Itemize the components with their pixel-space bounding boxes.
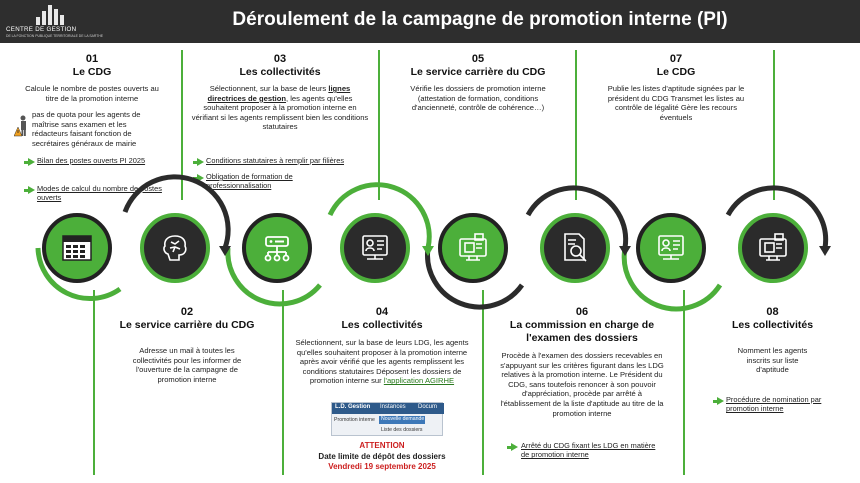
computer-icon: [455, 230, 491, 266]
step-description: Publie les listes d'aptitude signées par le président du CDG Transmet les listes au contrôle de légalité Gère les recours éventuels: [607, 84, 745, 122]
step-description: Procède à l'examen des dossiers recevables en s'appuyant sur les critères figurant dans les LDG relatives à la promotion interne. Le Président du CDG, sans toutefois renoncer à son pouvoir d'appréciation, procède par arrêté à l'établissement de la liste d'aptitude au titre de la promotion interne: [500, 351, 664, 418]
step-01-circle: [42, 213, 112, 283]
logo-subtext: DE LA FONCTION PUBLIQUE TERRITORIALE DE LA SARTHE: [6, 34, 104, 38]
attention-label: ATTENTION: [359, 441, 405, 450]
desc-part: Sélectionnent, sur la base de leurs LDG, les agents qu'elles souhaitent proposer à la promotion interne après avoir vérifié que les agents remplissent les conditions statutaires Déposent les dossiers de promotion interne sur: [295, 338, 469, 386]
agirhe-item: Promotion interne: [334, 417, 375, 423]
step-number: 03: [273, 53, 287, 65]
agirhe-screenshot: [331, 402, 443, 436]
deadline-date: Vendredi 19 septembre 2025: [328, 462, 436, 471]
step-heading: Les collectivités: [239, 66, 321, 78]
agirhe-item: Liste des dossiers: [381, 427, 423, 433]
step-description: Nomment les agents inscrits sur liste d'aptitude: [737, 346, 808, 375]
step-heading: La commission en charge de l'examen des dossiers: [509, 319, 655, 344]
network-icon: [259, 230, 295, 266]
arrow-icon: [511, 443, 518, 451]
step-02-circle: [140, 213, 210, 283]
brain-icon: [157, 230, 193, 266]
step-06: [486, 306, 678, 418]
calculator-icon: [59, 230, 95, 266]
step-number: 01: [85, 53, 99, 65]
step-heading: Le CDG: [656, 66, 696, 78]
step-05-circle: [438, 213, 508, 283]
step-heading: Les collectivités: [341, 319, 423, 331]
link-procedure-nomination[interactable]: Procédure de nomination par promotion interne: [726, 395, 822, 414]
deadline-block: [286, 441, 478, 473]
step-heading: Les collectivités: [731, 319, 814, 331]
link-arrete-ldg[interactable]: Arrêté du CDG fixant les LDG en matière de promotion interne: [521, 441, 656, 460]
computer-icon: [755, 230, 791, 266]
link-agirhe[interactable]: l'application AGIRHE: [383, 376, 455, 386]
step-04: [286, 306, 478, 386]
step-number: 04: [375, 306, 389, 318]
deadline-label: Date limite de dépôt des dossiers: [318, 451, 446, 461]
profile-card-icon: [653, 230, 689, 266]
document-search-icon: [557, 230, 593, 266]
agirhe-item-selected: Nouvelle demande: [381, 416, 425, 422]
step-06-circle: [540, 213, 610, 283]
step-description: [286, 338, 478, 386]
profile-card-icon: [357, 230, 393, 266]
agirhe-menu: Instances: [380, 404, 406, 410]
step-heading: Le service carrière du CDG: [410, 66, 546, 78]
step-description: Adresse un mail à toutes les collectivités pour les informer de l'ouverture de la campagne de promotion interne: [132, 346, 242, 384]
page-title: Déroulement de la campagne de promotion interne (PI): [232, 9, 728, 30]
desc-part: , les agents qu'elles souhaitent proposer à la promotion interne en vérifiant si les agents remplissent bien les conditions statutaires: [191, 93, 369, 132]
step-description: Vérifie les dossiers de promotion interne (attestation de formation, conditions d'ancienneté, contrôle de cohérence…): [410, 84, 546, 113]
step-number: 06: [575, 306, 589, 318]
agirhe-menu2: Docum: [418, 404, 438, 410]
step-07-circle: [636, 213, 706, 283]
link-modes-calcul[interactable]: Modes de calcul du nombre de postes ouverts: [37, 184, 162, 203]
link-bilan-postes[interactable]: Bilan des postes ouverts PI 2025: [37, 156, 146, 165]
arrow-icon: [717, 397, 724, 405]
quota-note: pas de quota pour les agents de maîtrise sans examen et les rédacteurs faisant fonction de secrétaires généraux de mairie: [32, 110, 141, 148]
step-08: [690, 306, 855, 375]
link-obligation-formation[interactable]: Obligation de formation de professionnalisation: [206, 172, 293, 191]
step-number: 07: [669, 53, 683, 65]
link-lignes-directrices[interactable]: lignes directrices de gestion: [207, 84, 351, 103]
step-number: 05: [471, 53, 485, 65]
step-description: Calcule le nombre de postes ouverts au titre de la promotion interne: [25, 84, 159, 103]
step-02: [96, 306, 278, 384]
desc-part: Sélectionnent, sur la base de leurs: [209, 84, 329, 93]
step-heading: Le CDG: [72, 66, 112, 78]
agirhe-brand: L.D. Gestion: [335, 404, 371, 410]
step-number: 08: [766, 306, 779, 318]
step-08-circle: [738, 213, 808, 283]
step-04-circle: [340, 213, 410, 283]
step-03-circle: [242, 213, 312, 283]
link-conditions-statutaires[interactable]: Conditions statutaires à remplir par filières: [206, 156, 345, 165]
step-heading: Le service carrière du CDG: [119, 319, 255, 331]
step-number: 02: [180, 306, 194, 318]
logo-text: CENTRE DE GESTION: [6, 26, 77, 33]
